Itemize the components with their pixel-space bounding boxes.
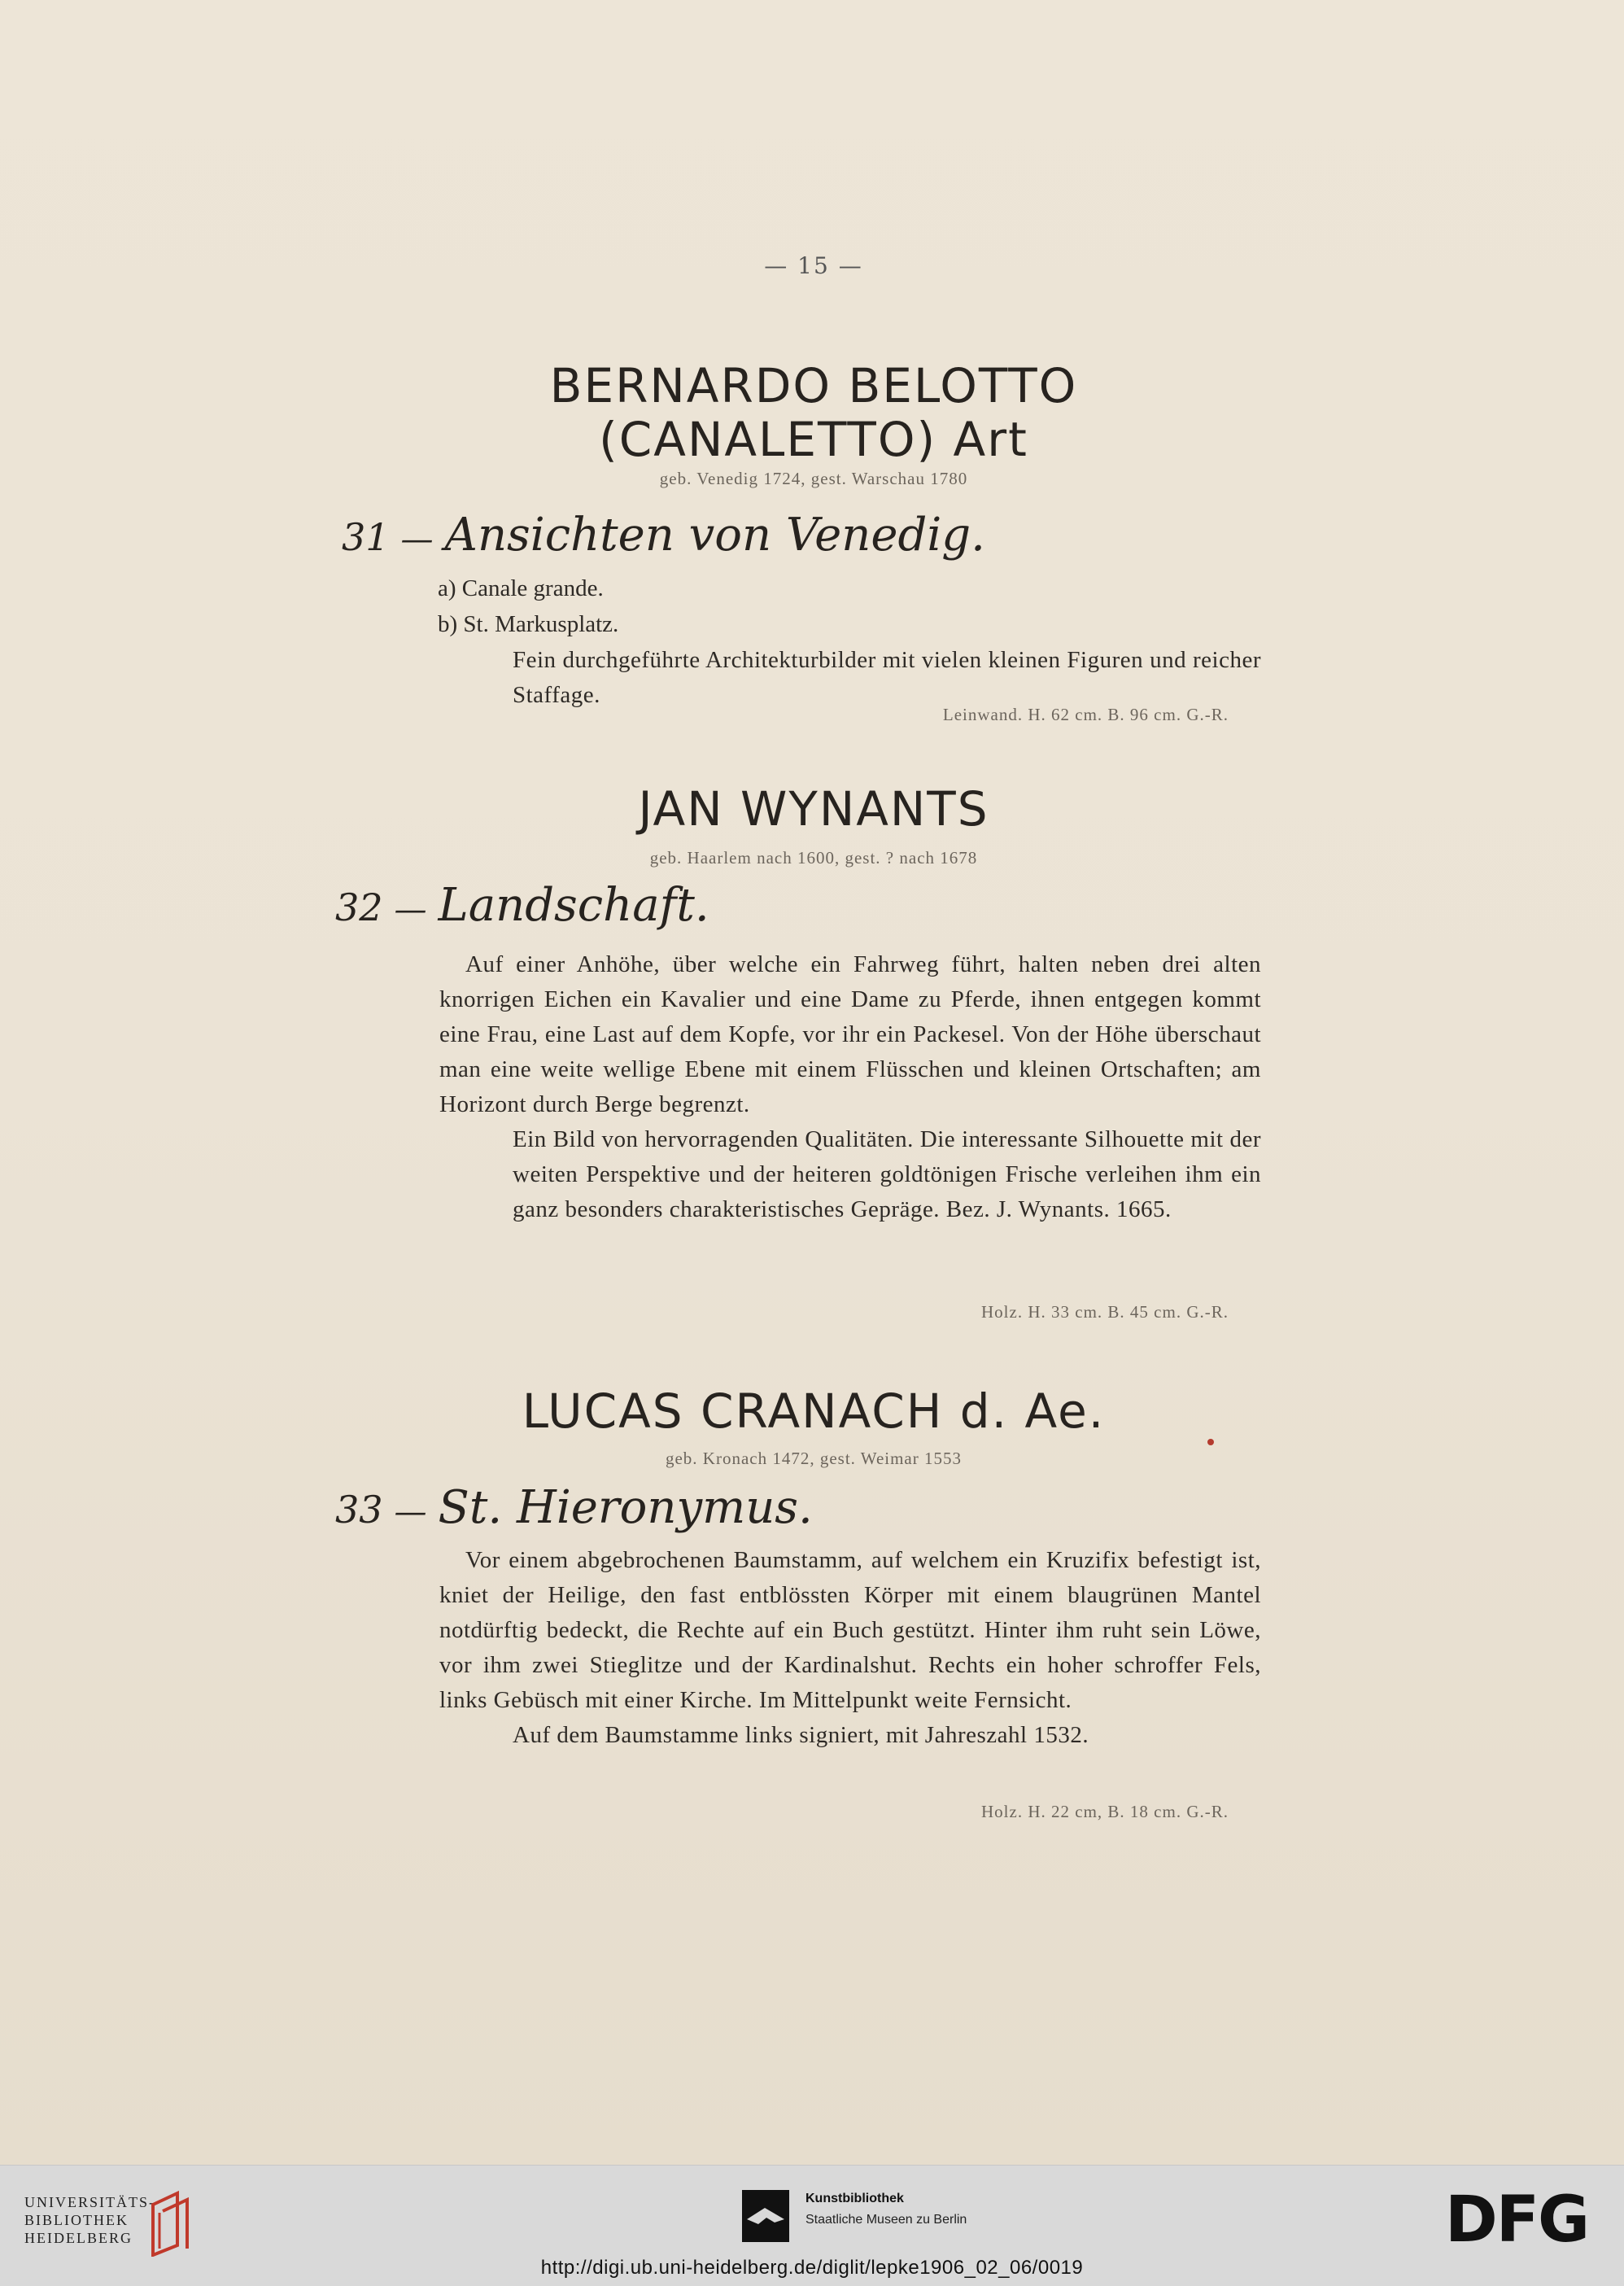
- ub-line-1: UNIVERSITÄTS-: [24, 2194, 155, 2210]
- artist-name-cranach: LUCAS CRANACH d. Ae.: [522, 1383, 1106, 1439]
- artist-name-belotto-line1: BERNARDO BELOTTO: [549, 358, 1078, 413]
- artist-bio-cranach: geb. Kronach 1472, gest. Weimar 1553: [665, 1449, 962, 1468]
- lot-meta-31: Leinwand. H. 62 cm. B. 96 cm. G.-R.: [942, 705, 1229, 724]
- lot-heading-33: [335, 1481, 813, 1534]
- artist-bio-wynants: geb. Haarlem nach 1600, gest. ? nach 1678: [649, 848, 978, 868]
- ub-line-2: BIBLIOTHEK: [24, 2212, 129, 2228]
- permalink-url[interactable]: http://digi.ub.uni-heidelberg.de/diglit/lepke1906_02_06/0019: [540, 2257, 1084, 2279]
- lot-number: 32: [335, 885, 383, 929]
- red-ink-dot: [1207, 1439, 1214, 1445]
- lot-description-31: [439, 643, 1261, 713]
- lot-meta-32: Holz. H. 33 cm. B. 45 cm. G.-R.: [981, 1302, 1229, 1322]
- artist-name-wynants: JAN WYNANTS: [638, 781, 989, 837]
- lot-dash: —: [394, 891, 427, 929]
- lot-title: Ansichten von Venedig.: [444, 509, 985, 562]
- lot-heading-31: [342, 509, 985, 562]
- description-paragraph: Vor einem abgebrochenen Baumstamm, auf welchem ein Kruzifix befestigt ist, kniet der Heilige, den fast entblössten Körper mit einem blaugrünen Mantel notdürftig bedeckt, die Rechte auf ein Buch gestützt. Hinter ihm ruht sein Löwe, vor ihm zwei Stieglitze und der Kardinalshut. Rechts ein hoher schroffer Fels, links Gebüsch mit einer Kirche. Im Mittelpunkt weite Fernsicht.: [439, 1547, 1261, 1713]
- description-paragraph: Auf einer Anhöhe, über welche ein Fahrweg führt, halten neben drei alten knorrigen Eichen ein Kavalier und eine Dame zu Pferde, ihnen entgegen kommt eine Frau, eine Last auf dem Kopfe, vor ihr ein Packesel. Von der Höhe überschaut man eine weite wellige Ebene mit einem Flüsschen und kleinen Ortschaften; am Horizont durch Berge begrenzt.: [439, 951, 1261, 1117]
- kunstbibliothek-subtitle: Staatliche Museen zu Berlin: [805, 2213, 967, 2227]
- artist-name-belotto-line2: (CANALETTO) Art: [599, 412, 1028, 467]
- lot-number: 31: [342, 515, 390, 559]
- lot-dash: —: [394, 1493, 427, 1531]
- description-paragraph: Auf dem Baumstamme links signiert, mit Jahreszahl 1532.: [513, 1722, 1089, 1748]
- lot-dash: —: [400, 521, 434, 558]
- ub-heidelberg-block[interactable]: [24, 2193, 155, 2247]
- lot-heading-32: [335, 879, 709, 932]
- lot-title: St. Hieronymus.: [438, 1481, 813, 1534]
- artist-bio-belotto: geb. Venedig 1724, gest. Warschau 1780: [659, 469, 968, 488]
- ub-heidelberg-logo-icon: [145, 2188, 197, 2257]
- dfg-logo[interactable]: DFG: [1445, 2183, 1589, 2257]
- kunstbibliothek-block[interactable]: [805, 2192, 967, 2227]
- kunstbibliothek-title: Kunstbibliothek: [805, 2192, 904, 2205]
- lot-number: 33: [335, 1488, 383, 1532]
- lot-title: Landschaft.: [438, 879, 709, 932]
- footer-bar: [0, 2165, 1624, 2286]
- ub-line-3: HEIDELBERG: [24, 2230, 133, 2246]
- list-item: a) Canale grande.: [438, 575, 604, 601]
- description-paragraph: Fein durchgeführte Architekturbilder mit vielen kleinen Figuren und reicher Staffage.: [513, 647, 1261, 708]
- lot-description-32: [439, 947, 1261, 1227]
- description-paragraph: Ein Bild von hervorragenden Qualitäten. Die interessante Silhouette mit der weiten Perspektive und der heiteren goldtönigen Frische verleihen ihm ein ganz besonders charakteristisches Gepräge. Bez. J. Wynants. 1665.: [513, 1126, 1261, 1222]
- list-item: b) St. Markusplatz.: [438, 611, 619, 637]
- kunstbibliothek-eagle-icon: [742, 2190, 789, 2242]
- lot-description-33: [439, 1543, 1261, 1753]
- page-number: — 15 —: [764, 252, 863, 279]
- lot-meta-33: Holz. H. 22 cm, B. 18 cm. G.-R.: [981, 1802, 1229, 1821]
